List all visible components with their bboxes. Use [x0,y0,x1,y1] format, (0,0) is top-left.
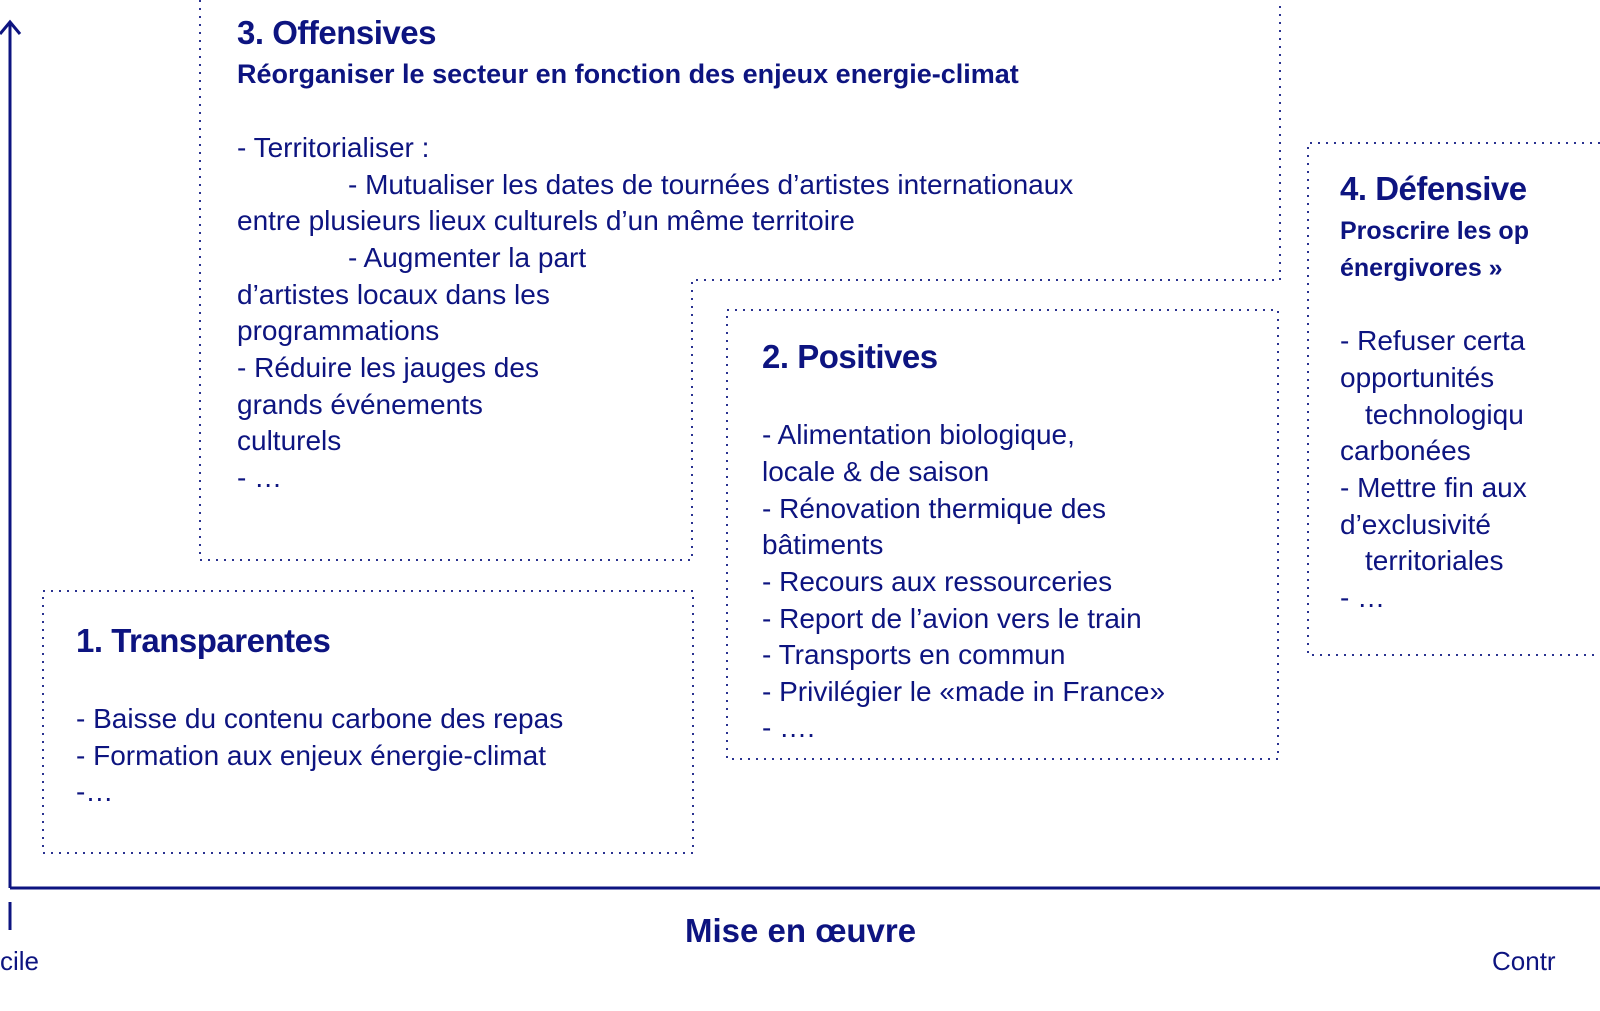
transparentes-line: - Formation aux enjeux énergie-climat [76,740,546,771]
defensives-line: d’exclusivité [1340,509,1491,540]
x-axis-right-end-label: Contr [1492,946,1556,976]
positives-line: locale & de saison [762,456,990,487]
positives-line: - Rénovation thermique des [762,493,1106,524]
positives-line: - …. [762,712,815,743]
positives-line: bâtiments [762,529,884,560]
box-offensives-subtitle: Réorganiser le secteur en fonction des enjeux energie-climat [237,59,1019,89]
box-defensives-subtitle: énergivores » [1340,254,1503,282]
box-offensives-title: 3. Offensives [237,14,436,51]
x-axis-left-end-label: cile [0,946,40,976]
transparentes-line: - Baisse du contenu carbone des repas [76,703,564,734]
defensives-line: opportunités [1340,362,1495,393]
defensives-line: - Refuser certa [1340,325,1526,356]
defensives-line: - Mettre fin aux [1340,472,1527,503]
box-transparentes-title: 1. Transparentes [76,622,331,659]
defensives-line: - … [1340,582,1386,613]
x-axis-label: Mise en œuvre [685,912,917,949]
box-defensives-subtitle: Proscrire les op [1340,217,1529,245]
defensives-line: technologiqu [1365,399,1524,430]
transparentes-line: -… [76,776,114,807]
offensives-line: - … [237,462,283,493]
offensives-line: - Augmenter la part [348,242,587,273]
offensives-line: culturels [237,425,342,456]
positives-line: - Alimentation biologique, [762,419,1075,450]
positives-line: - Report de l’avion vers le train [762,603,1142,634]
offensives-line: grands événements [237,389,483,420]
offensives-line: - Réduire les jauges des [237,352,539,383]
defensives-line: carbonées [1340,435,1471,466]
positives-line: - Transports en commun [762,639,1066,670]
defensives-line: territoriales [1365,545,1504,576]
box-defensives-title: 4. Défensive [1340,170,1527,207]
offensives-line: entre plusieurs lieux culturels d’un même territoire [237,205,855,236]
offensives-line: d’artistes locaux dans les [237,279,550,310]
box-positives-title: 2. Positives [762,338,938,375]
positives-line: - Recours aux ressourceries [762,566,1113,597]
offensives-line: programmations [237,315,440,346]
positives-line: - Privilégier le «made in France» [762,676,1166,707]
offensives-line: - Territorialiser : [237,132,430,163]
offensives-line: - Mutualiser les dates de tournées d’artistes internationaux [348,169,1074,200]
